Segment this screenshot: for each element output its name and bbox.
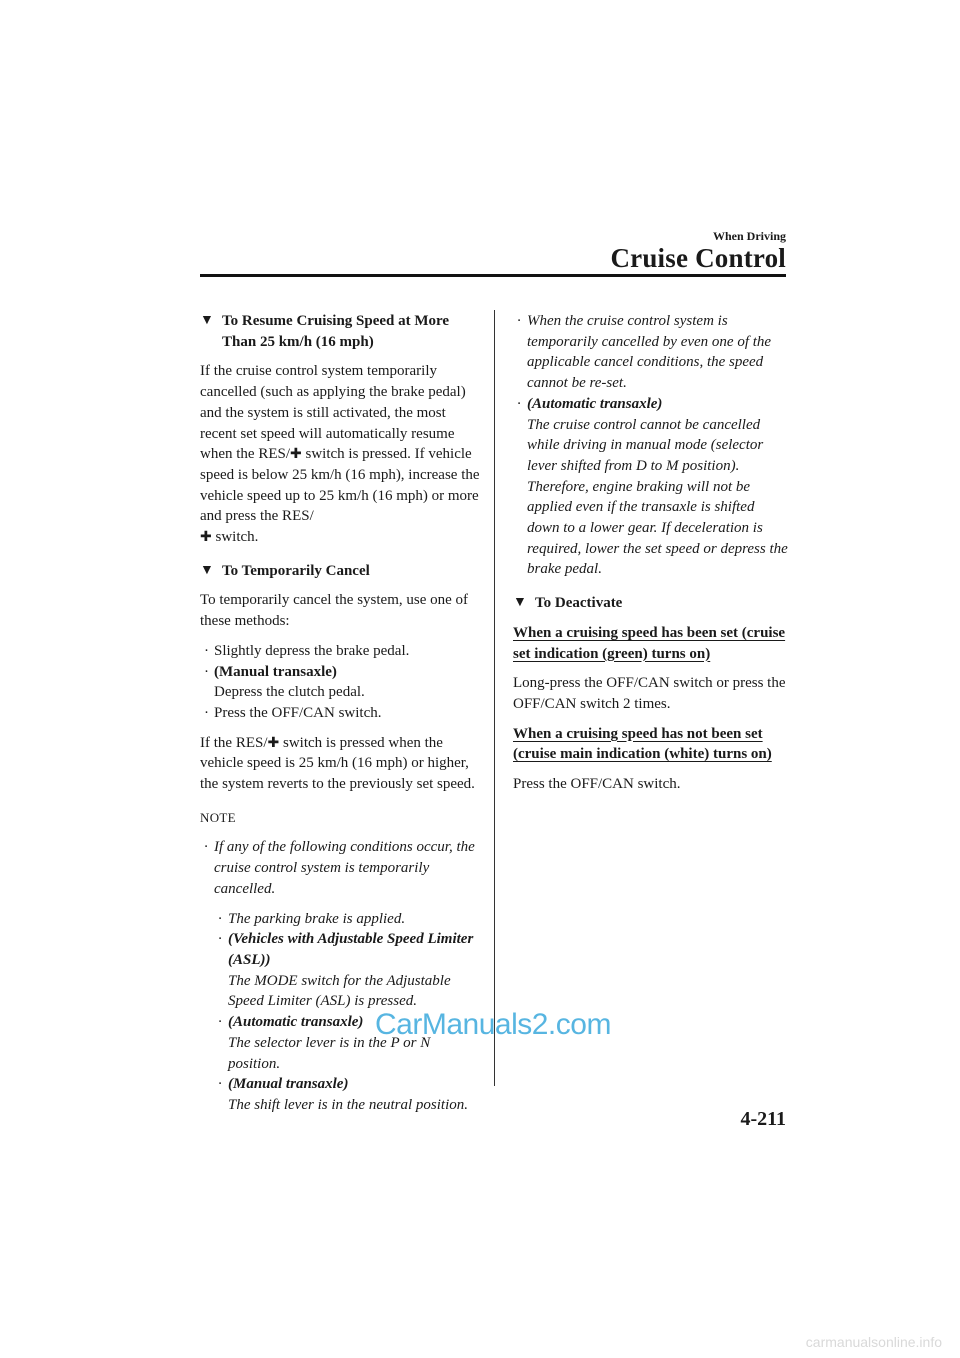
plus-icon: ✚ [267, 734, 280, 751]
list-item: · If any of the following conditions occur, the cruise control system is temporarily cancelled. [204, 839, 475, 897]
paragraph-deactivate-set: Long-press the OFF/CAN switch or press the OFF/CAN switch 2 times. [513, 675, 786, 712]
subheading-speed-set: When a cruising speed has been set (cruise set indication (green) turns on) [513, 624, 786, 662]
heading-resume: ▼ To Resume Cruising Speed at More Than 25 km/h (16 mph) [200, 313, 450, 350]
plus-icon: ✚ [200, 529, 212, 546]
paragraph-resume: If the cruise control system temporarily cancelled (such as applying the brake pedal) and the system is still activated, the most recent set speed will automatically resume when the RES/✚ switch is pressed. If vehicle speed is below 25 km/h (16 mph), increase the vehicle speed up to 25 km/h (16 mph) or more and press the RES/ ✚ switch. [200, 363, 480, 546]
subheading-speed-not-set: When a cruising speed has not been set (cruise main indication (white) turns on) [513, 725, 772, 763]
list-item: · (Vehicles with Adjustable Speed Limiter (ASL)) The MODE switch for the Adjustable Speed Limiter (ASL) is pressed. [218, 931, 474, 1010]
footer-watermark: carmanualsonline.info [805, 1334, 942, 1350]
heading-temporarily-cancel: ▼ To Temporarily Cancel [200, 561, 480, 582]
heading-deactivate: ▼ To Deactivate [513, 593, 789, 614]
right-column [513, 311, 789, 795]
list-item: · (Manual transaxle) The shift lever is in the neutral position. [218, 1076, 468, 1113]
list-item: · (Automatic transaxle) The selector lever is in the P or N position. [218, 1014, 431, 1072]
page-number: 4-211 [740, 1108, 786, 1130]
list-item: · (Automatic transaxle) The cruise control cannot be cancelled while driving in manual mode (selector lever shifted from D to M position). Therefore, engine braking will not be applied even if the transaxle is shifted down to a lower gear. If deceleration is required, lower the set speed or depress the brake pedal. [517, 395, 788, 578]
list-item: · Slightly depress the brake pedal. [204, 642, 410, 659]
header-rule [200, 274, 786, 277]
paragraph-cancel-intro: To temporarily cancel the system, use one of these methods: [200, 592, 469, 630]
triangle-down-icon: ▼ [513, 595, 527, 611]
left-column [200, 311, 480, 1116]
plus-icon: ✚ [290, 446, 302, 463]
paragraph-res-switch: If the RES/✚ switch is pressed when the vehicle speed is 25 km/h (16 mph) or higher, the system reverts to the previously set speed. [200, 734, 475, 793]
watermark-logo: CarManuals2.com [375, 1008, 611, 1041]
note-label: NOTE [200, 809, 236, 825]
note-list [200, 837, 480, 1115]
triangle-down-icon: ▼ [200, 313, 214, 328]
note-list-continued [513, 311, 789, 580]
list-item: · (Manual transaxle) Depress the clutch pedal. [204, 663, 365, 701]
header-section: When Driving [712, 229, 786, 243]
triangle-down-icon: ▼ [200, 562, 214, 578]
column-divider [494, 310, 495, 1086]
page-title: Cruise Control [610, 243, 786, 273]
list-item: · When the cruise control system is temporarily cancelled by even one of the applicable cancel conditions, the speed cannot be re-set. [517, 313, 772, 392]
paragraph-deactivate-not-set: Press the OFF/CAN switch. [513, 776, 681, 793]
cancel-methods-list [200, 641, 480, 724]
list-item: · Press the OFF/CAN switch. [204, 704, 382, 721]
list-item: · The parking brake is applied. [218, 910, 406, 927]
